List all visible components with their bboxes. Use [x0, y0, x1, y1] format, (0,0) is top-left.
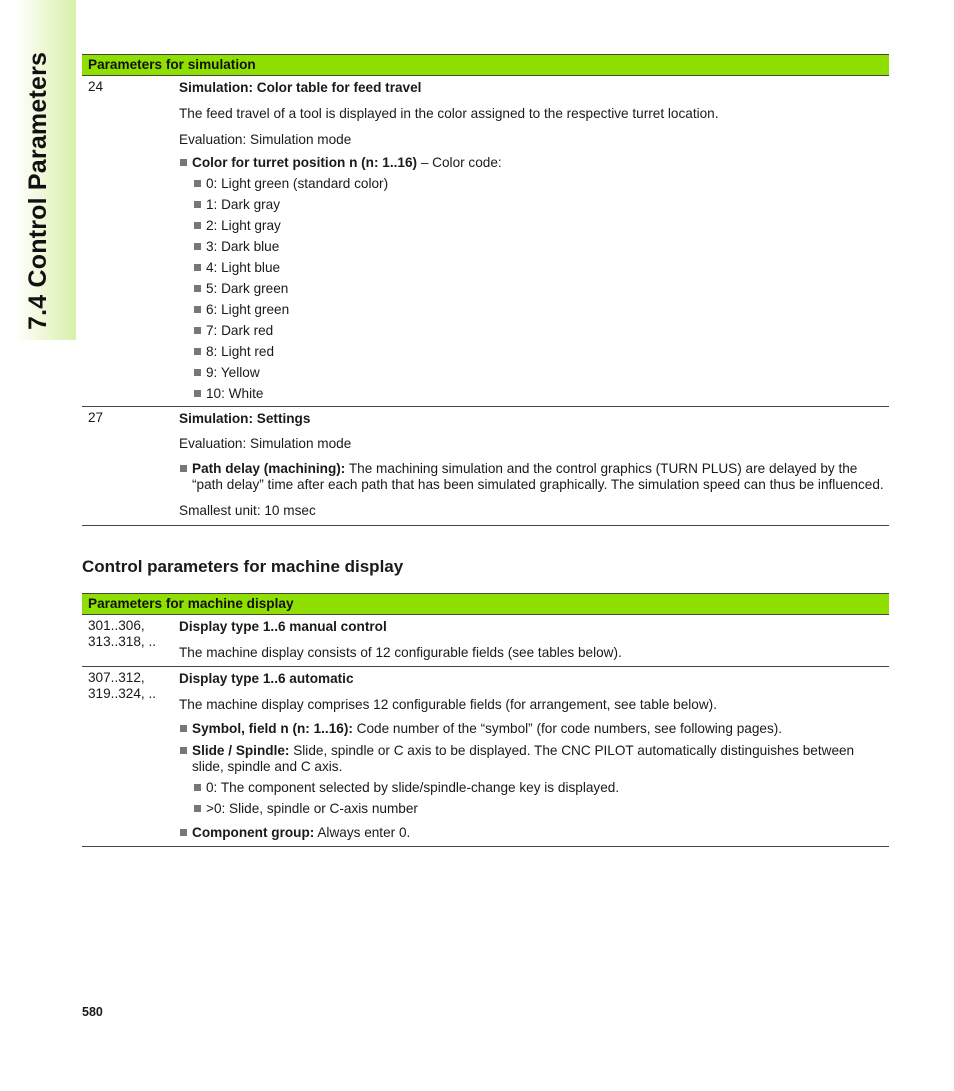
- sub-list-item: 2: Light gray: [179, 217, 889, 234]
- sub-list-item: 0: The component selected by slide/spindle-change key is displayed.: [179, 779, 889, 796]
- sub-list: [179, 779, 889, 817]
- table-row: [82, 615, 889, 667]
- square-bullet-icon: [194, 784, 201, 791]
- square-bullet-icon: [194, 327, 201, 334]
- square-bullet-icon: [194, 306, 201, 313]
- param-number: 24: [88, 79, 104, 94]
- list-item: Component group: Always enter 0.: [179, 825, 889, 841]
- square-bullet-icon: [180, 829, 187, 836]
- param-evaluation: Evaluation: Simulation mode: [179, 436, 352, 451]
- square-bullet-icon: [194, 285, 201, 292]
- param-evaluation: Evaluation: Simulation mode: [179, 132, 352, 147]
- square-bullet-icon: [194, 348, 201, 355]
- square-bullet-icon: [194, 201, 201, 208]
- machine-display-parameters-table: [82, 593, 889, 847]
- square-bullet-icon: [180, 465, 187, 472]
- square-bullet-icon: [194, 390, 201, 397]
- sub-list-item: 6: Light green: [179, 301, 889, 318]
- simulation-parameters-table: [82, 54, 889, 526]
- sub-list-item: 9: Yellow: [179, 364, 889, 381]
- list-item: Slide / Spindle: Slide, spindle or C axis to be displayed. The CNC PILOT automatically distinguishes between slide, spindle and C axis.: [179, 743, 889, 775]
- sub-list-item: >0: Slide, spindle or C-axis number: [179, 800, 889, 817]
- param-unit: Smallest unit: 10 msec: [179, 503, 316, 518]
- param-description: The machine display comprises 12 configurable fields (for arrangement, see table below).: [179, 697, 717, 712]
- param-number: 27: [88, 410, 104, 425]
- param-title: Display type 1..6 automatic: [179, 671, 354, 686]
- table-row: [82, 76, 889, 407]
- page-number: 580: [82, 1005, 103, 1019]
- sub-list-item: 8: Light red: [179, 343, 889, 360]
- square-bullet-icon: [194, 222, 201, 229]
- section-title: Control parameters for machine display: [82, 557, 404, 576]
- sub-list-item: 1: Dark gray: [179, 196, 889, 213]
- list-item: Symbol, field n (n: 1..16): Code number of the “symbol” (for code numbers, see following pages).: [179, 721, 889, 737]
- sub-list-item: 4: Light blue: [179, 259, 889, 276]
- param-description: The machine display consists of 12 configurable fields (see tables below).: [179, 645, 622, 660]
- param-description: The feed travel of a tool is displayed in the color assigned to the respective turret location.: [179, 106, 719, 121]
- square-bullet-icon: [194, 180, 201, 187]
- param-title: Display type 1..6 manual control: [179, 619, 387, 634]
- sub-list-item: 7: Dark red: [179, 322, 889, 339]
- list-item: Color for turret position n (n: 1..16) – Color code:: [179, 155, 889, 171]
- square-bullet-icon: [194, 243, 201, 250]
- sub-list-item: 0: Light green (standard color): [179, 175, 889, 192]
- table-row: [82, 667, 889, 847]
- color-code-list: [179, 175, 889, 402]
- list-item: Path delay (machining): The machining simulation and the control graphics (TURN PLUS) are delayed by the “path delay” time after each path that has been simulated graphically. The simulation speed can thus be influenced.: [179, 461, 889, 493]
- table-header: Parameters for simulation: [82, 54, 889, 76]
- sub-list-item: 5: Dark green: [179, 280, 889, 297]
- square-bullet-icon: [194, 264, 201, 271]
- param-title: Simulation: Color table for feed travel: [179, 80, 422, 95]
- param-title: Simulation: Settings: [179, 411, 311, 426]
- square-bullet-icon: [180, 747, 187, 754]
- table-header: Parameters for machine display: [82, 593, 889, 615]
- square-bullet-icon: [194, 805, 201, 812]
- side-chapter-title: 7.4 Control Parameters: [24, 51, 52, 330]
- square-bullet-icon: [194, 369, 201, 376]
- table-row: [82, 407, 889, 526]
- sub-list-item: 10: White: [179, 385, 889, 402]
- square-bullet-icon: [180, 159, 187, 166]
- param-number: 301..306, 313..318, ..: [88, 618, 157, 649]
- square-bullet-icon: [180, 725, 187, 732]
- sub-list-item: 3: Dark blue: [179, 238, 889, 255]
- param-number: 307..312, 319..324, ..: [88, 670, 157, 701]
